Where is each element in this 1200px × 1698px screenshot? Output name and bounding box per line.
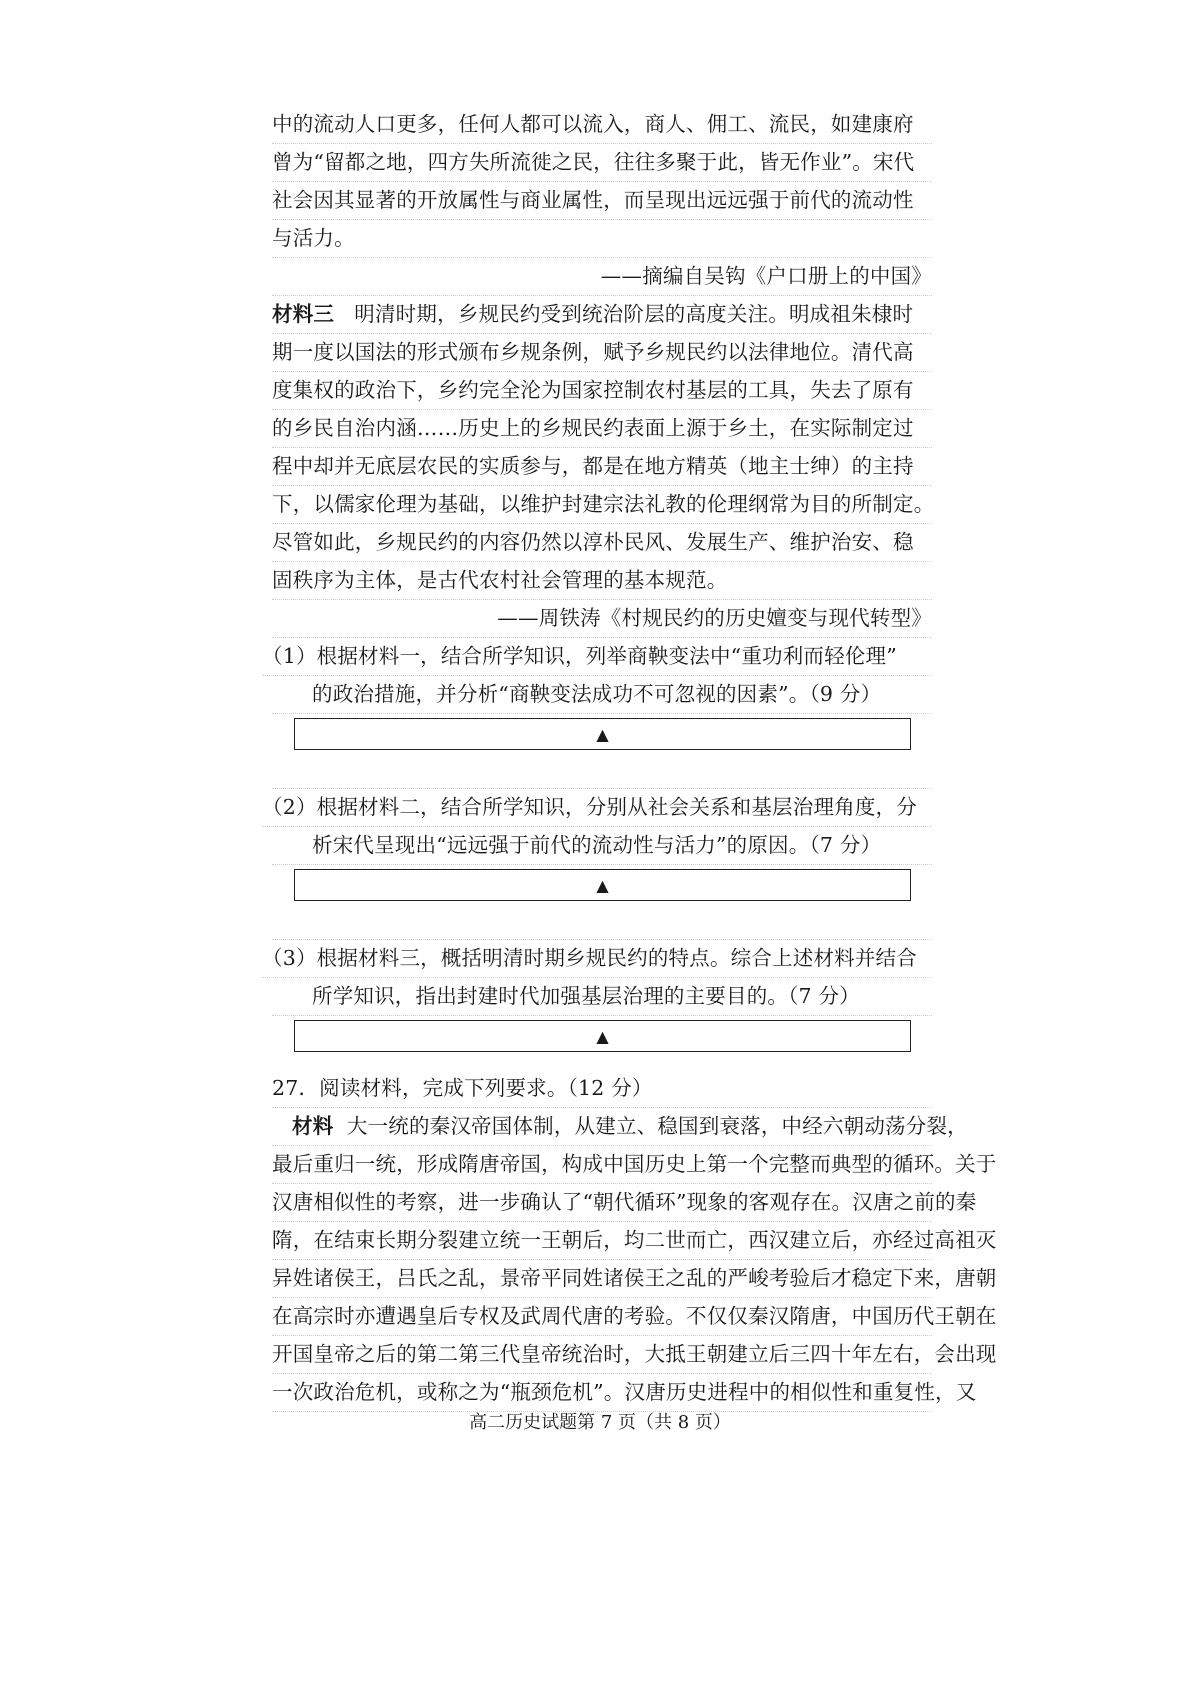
question-2-line-1: （2）根据材料二，结合所学知识，分别从社会关系和基层治理角度，分 <box>262 789 932 827</box>
q27-line-2: 汉唐相似性的考察，进一步确认了“朝代循环”现象的客观存在。汉唐之前的秦 <box>272 1184 932 1222</box>
q27-material-first-line <box>272 1108 968 1146</box>
question-1-line-1: （1）根据材料一，结合所学知识，列举商鞅变法中“重功利而轻伦理” <box>262 638 932 676</box>
material2-line-3: 社会因其显著的开放属性与商业属性，而呈现出远远强于前代的流动性 <box>272 182 932 220</box>
q27-line-3: 隋，在结束长期分裂建立统一王朝后，均二世而亡，西汉建立后，亦经过高祖灭 <box>272 1222 932 1260</box>
triangle-marker-icon: ▲ <box>596 1026 609 1046</box>
question-3-line-2: 所学知识，指出封建时代加强基层治理的主要目的。（7 分） <box>272 978 932 1016</box>
material3-line-6: 尽管如此，乡规民约的内容仍然以淳朴民风、发展生产、维护治安、稳 <box>272 524 932 562</box>
material3-line-7: 固秩序为主体，是古代农村社会管理的基本规范。 <box>272 562 932 600</box>
answer-box-2[interactable] <box>294 869 911 901</box>
q27-line-1: 最后重归一统，形成隋唐帝国，构成中国历史上第一个完整而典型的循环。关于 <box>272 1146 932 1184</box>
q27-line-5: 在高宗时亦遭遇皇后专权及武周代唐的考验。不仅仅秦汉隋唐，中国历代王朝在 <box>272 1298 932 1336</box>
material3-line-5: 下，以儒家伦理为基础，以维护封建宗法礼教的伦理纲常为目的所制定。 <box>272 486 932 524</box>
material2-line-1: 中的流动人口更多，任何人都可以流入，商人、佣工、流民，如建康府 <box>272 106 932 144</box>
spacer <box>272 754 932 789</box>
material3-source: ——周铁涛《村规民约的历史嬗变与现代转型》 <box>272 600 932 638</box>
spacer <box>272 905 932 940</box>
material3-first-text: 明清时期，乡规民约受到统治阶层的高度关注。明成祖朱棣时 <box>354 302 914 326</box>
answer-box-1[interactable] <box>294 718 911 750</box>
material3-line-3: 的乡民自治内涵……历史上的乡规民约表面上源于乡土，在实际制定过 <box>272 410 932 448</box>
material3-label: 材料三 <box>272 302 335 326</box>
page-content <box>262 106 997 1412</box>
material3-first-line <box>272 296 932 334</box>
triangle-marker-icon: ▲ <box>596 724 609 744</box>
question-1-line-2: 的政治措施，并分析“商鞅变法成功不可忽视的因素”。（9 分） <box>272 676 932 714</box>
material3-line-4: 程中却并无底层农民的实质参与，都是在地方精英（地主士绅）的主持 <box>272 448 932 486</box>
triangle-marker-icon: ▲ <box>596 875 609 895</box>
material2-source: ——摘编自吴钩《户口册上的中国》 <box>272 258 932 296</box>
q27-material-label: 材料 <box>292 1114 334 1138</box>
question-2-line-2: 析宋代呈现出“远远强于前代的流动性与活力”的原因。（7 分） <box>272 827 932 865</box>
material2-line-4: 与活力。 <box>272 220 932 258</box>
q27-line-4: 异姓诸侯王，吕氏之乱，景帝平同姓诸侯王之乱的严峻考验后才稳定下来，唐朝 <box>272 1260 932 1298</box>
spacer <box>272 1056 932 1070</box>
q27-line-6: 开国皇帝之后的第二第三代皇帝统治时，大抵王朝建立后三四十年左右，会出现 <box>272 1336 932 1374</box>
question-27-heading: 27．阅读材料，完成下列要求。（12 分） <box>272 1070 932 1108</box>
q27-first-text: 大一统的秦汉帝国体制，从建立、稳国到衰落，中经六朝动荡分裂， <box>346 1114 968 1138</box>
answer-box-3[interactable] <box>294 1020 911 1052</box>
question-3-line-1: （3）根据材料三，概括明清时期乡规民约的特点。综合上述材料并结合 <box>262 940 932 978</box>
page-footer: 高二历史试题第 7 页（共 8 页） <box>469 1412 731 1433</box>
material2-line-2: 曾为“留都之地，四方失所流徙之民，往往多聚于此，皆无作业”。宋代 <box>272 144 932 182</box>
q27-line-7: 一次政治危机，或称之为“瓶颈危机”。汉唐历史进程中的相似性和重复性，又 <box>272 1374 932 1412</box>
material3-line-2: 度集权的政治下，乡约完全沦为国家控制农村基层的工具，失去了原有 <box>272 372 932 410</box>
material3-line-1: 期一度以国法的形式颁布乡规条例，赋予乡规民约以法律地位。清代高 <box>272 334 932 372</box>
